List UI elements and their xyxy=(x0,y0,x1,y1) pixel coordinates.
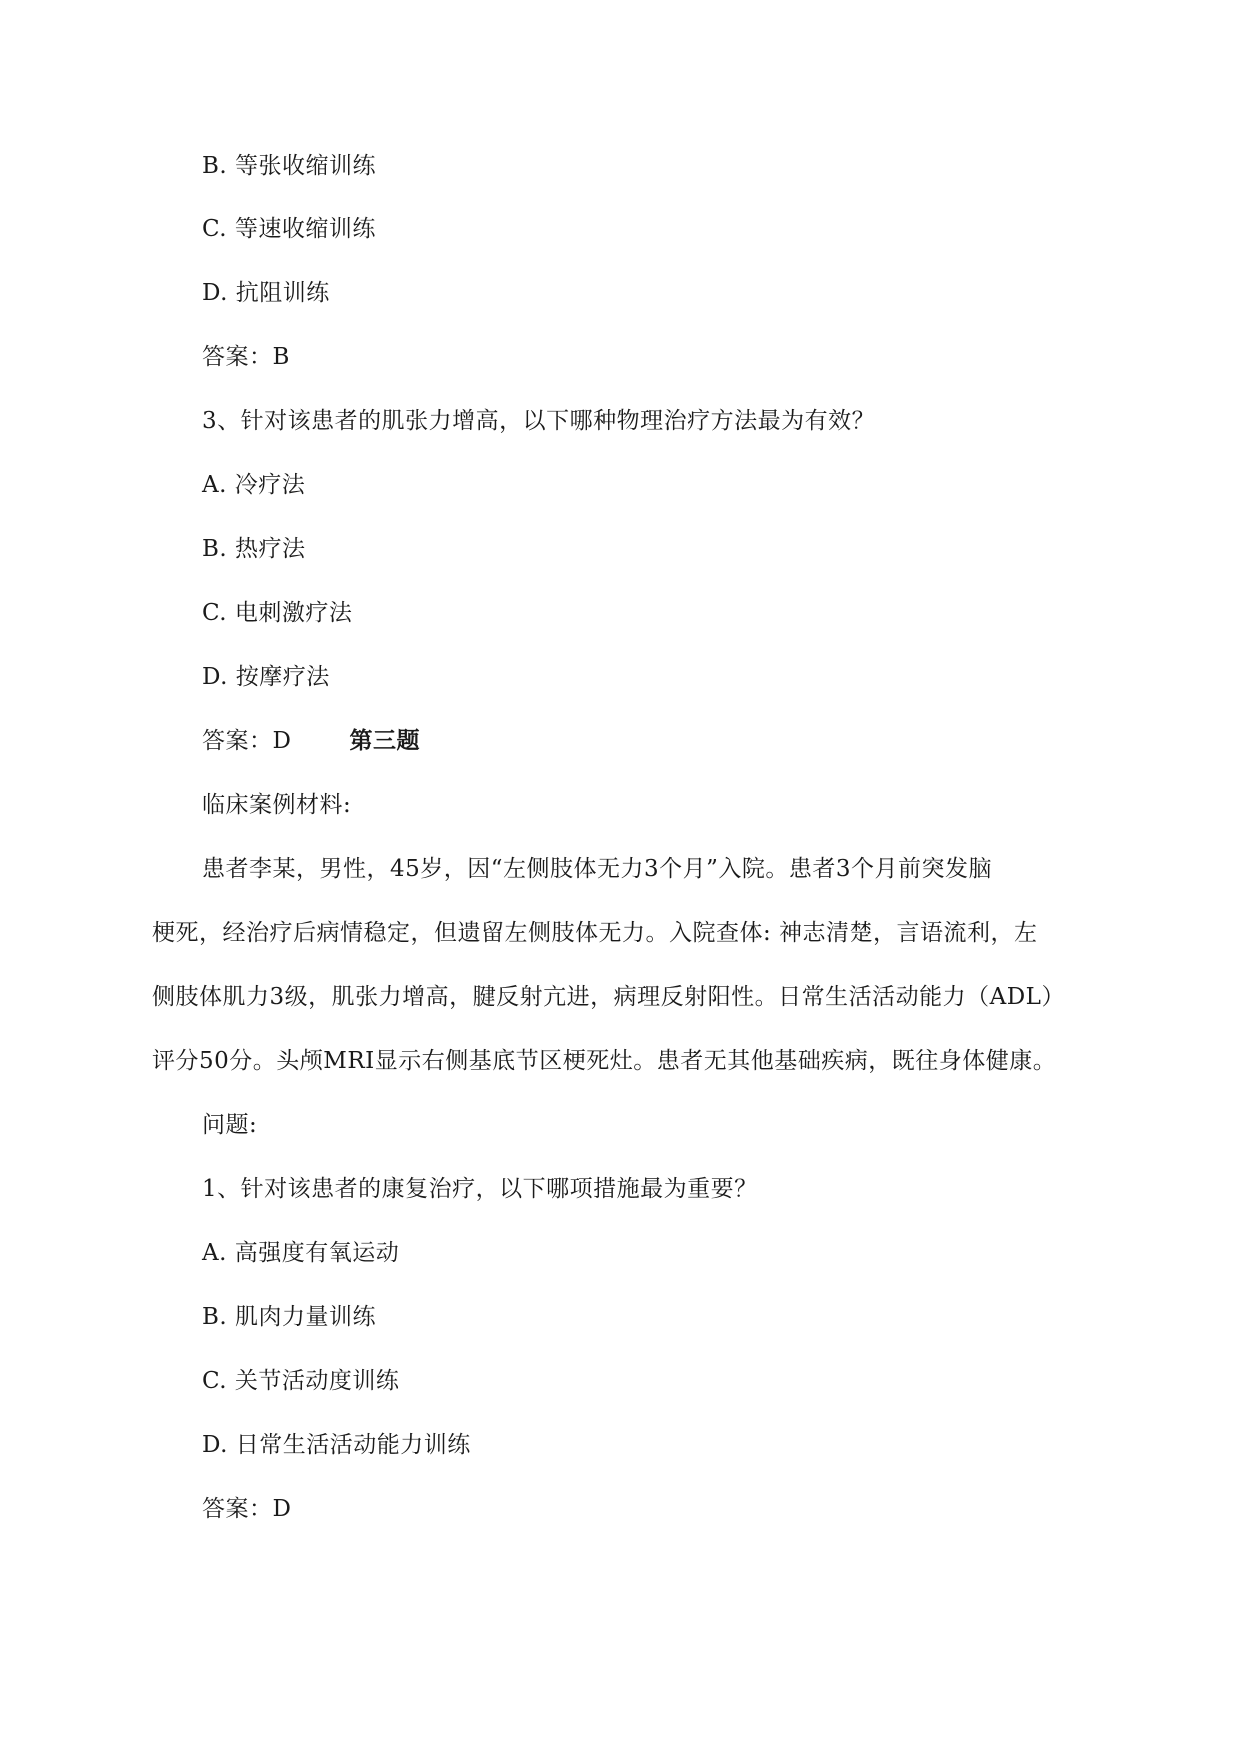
s3-q1-option-a: A. 高强度有氧运动 xyxy=(202,1240,400,1266)
q2-answer: 答案：B xyxy=(202,344,290,370)
q2-option-c: C. 等速收缩训练 xyxy=(202,216,376,242)
s3-q1-answer: 答案：D xyxy=(202,1496,292,1522)
q3-answer: 答案：D xyxy=(202,728,292,754)
case-line-4: 评分50分。头颅MRI显示右侧基底节区梗死灶。患者无其他基础疾病，既往身体健康。 xyxy=(152,1048,1057,1074)
material-label: 临床案例材料: xyxy=(202,792,352,818)
s3-q1-option-d: D. 日常生活活动能力训练 xyxy=(202,1432,471,1458)
q3-question: 3、针对该患者的肌张力增高，以下哪种物理治疗方法最为有效？ xyxy=(202,408,876,434)
q3-answer-row xyxy=(202,726,420,756)
q2-option-b: B. 等张收缩训练 xyxy=(202,153,377,179)
s3-q1-option-c: C. 关节活动度训练 xyxy=(202,1368,400,1394)
q3-option-d: D. 按摩疗法 xyxy=(202,664,330,690)
question-label: 问题: xyxy=(202,1112,258,1138)
s3-q1-question: 1、针对该患者的康复治疗，以下哪项措施最为重要？ xyxy=(202,1176,758,1202)
case-line-1: 患者李某，男性，45岁，因“左侧肢体无力3个月”入院。患者3个月前突发脑 xyxy=(202,856,993,882)
s3-q1-option-b: B. 肌肉力量训练 xyxy=(202,1304,377,1330)
q2-option-d: D. 抗阻训练 xyxy=(202,280,330,306)
case-line-3: 侧肢体肌力3级，肌张力增高，腱反射亢进，病理反射阳性。日常生活活动能力（ADL） xyxy=(152,984,1065,1010)
q3-option-a: A. 冷疗法 xyxy=(202,472,306,498)
q3-option-b: B. 热疗法 xyxy=(202,536,306,562)
q3-option-c: C. 电刺激疗法 xyxy=(202,600,353,626)
section-title: 第三题 xyxy=(349,728,420,754)
case-line-2: 梗死，经治疗后病情稳定，但遗留左侧肢体无力。入院查体: 神志清楚，言语流利，左 xyxy=(152,920,1038,946)
